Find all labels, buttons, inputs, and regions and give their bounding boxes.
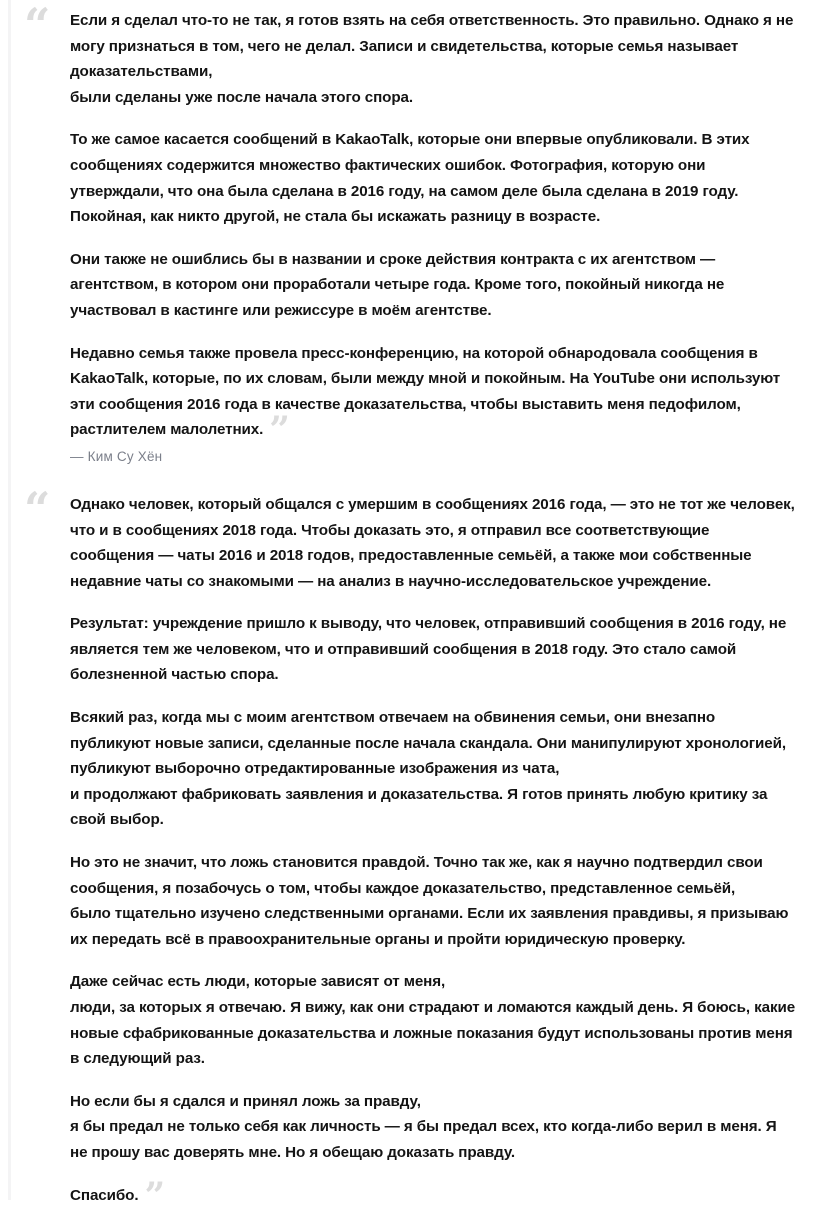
quote-paragraph: Однако человек, который общался с умершим в сообщениях 2016 года, — это не тот же человек, что и в сообщениях 2018 года. Чтобы доказать это, я отправил все соответствующие сообщения — чаты 2016 и 2018 годов, предоставленные семьёй, а также мои собственные недавние чаты со знакомыми — на анализ в научно-исследовательское учреждение. <box>70 495 795 590</box>
quote-paragraph: Но если бы я сдался и принял ложь за правду, я бы предал не только себя как личность — я бы предал всех, кто когда-либо верил в меня. Я не прошу вас доверять мне. Но я обещаю доказать правду. <box>70 1092 777 1161</box>
quote-attribution-1: — Ким Су Хён <box>70 448 163 464</box>
quote-block-2 <box>0 481 816 1217</box>
quote-paragraph: Но это не значит, что ложь становится правдой. Точно так же, как я научно подтвердил свои сообщения, я позабочусь о том, чтобы каждое доказательство, представленное семьёй, было тщательно изучено следственными органами. Если их заявления правдивы, я призываю их передать всё в правоохранительные органы и пройти юридическую проверку. <box>70 854 789 948</box>
open-quote-icon: “ <box>24 481 51 536</box>
quote-paragraph-final: Недавно семья также провела пресс-конференцию, на которой обнародовала сообщения в KakaoTalk, которые, по их словам, были между мной и покойным. На YouTube они используют эти сообщения 2016 года в качестве доказательства, чтобы выставить меня педофилом, растлителем малолетних. ” <box>70 344 781 452</box>
quote-paragraph: Даже сейчас есть люди, которые зависят от меня, люди, за которых я отвечаю. Я вижу, как они страдают и ломаются каждый день. Я боюсь, какие новые сфабрикованные доказательства и ложные показания будут использованы против меня в следующий раз. <box>70 973 796 1068</box>
quote-paragraph: То же самое касается сообщений в KakaoTalk, которые они впервые опубликовали. В этих сообщениях содержится множество фактических ошибок. Фотография, которую они утверждали, что она была сделана в 2016 году, на самом деле была сделана в 2019 году. Покойная, как никто другой, не стала бы искажать разницу в возрасте. <box>70 131 750 226</box>
quote-paragraph: Всякий раз, когда мы с моим агентством отвечаем на обвинения семьи, они внезапно публикуют новые записи, сделанные после начала скандала. Они манипулируют хронологией, публикуют выборочно отредактированные изображения из чата, и продолжают фабриковать заявления и доказательства. Я готов принять любую критику за свой выбор. <box>70 709 786 829</box>
open-quote-icon: “ <box>24 0 51 52</box>
quote-paragraph-final: Спасибо. ” <box>70 1174 166 1217</box>
quote-paragraph-final-text: Спасибо. <box>70 1186 139 1204</box>
quote-paragraph: Если я сделал что-то не так, я готов взять на себя ответственность. Это правильно. Однако я не могу признаться в том, чего не делал. Записи и свидетельства, которые семья называет доказательствами, были сделаны уже после начала этого спора. <box>70 12 794 106</box>
quote-paragraph: Они также не ошиблись бы в названии и сроке действия контракта с их агентством — агентством, в котором они проработали четыре года. Кроме того, покойный никогда не участвовал в кастинге или режиссуре в моём агентстве. <box>70 250 725 319</box>
quote-block-1 <box>0 0 816 452</box>
quote-paragraph: Результат: учреждение пришло к выводу, что человек, отправивший сообщения в 2016 году, не является тем же человеком, что и отправивший сообщения в 2018 году. Это стало самой болезненной частью спора. <box>70 615 787 684</box>
quote-paragraph-final-text: Недавно семья также провела пресс-конференцию, на которой обнародовала сообщения в KakaoTalk, которые, по их словам, были между мной и покойным. На YouTube они используют эти сообщения 2016 года в качестве доказательства, чтобы выставить меня педофилом, растлителем малолетних. <box>70 344 781 439</box>
